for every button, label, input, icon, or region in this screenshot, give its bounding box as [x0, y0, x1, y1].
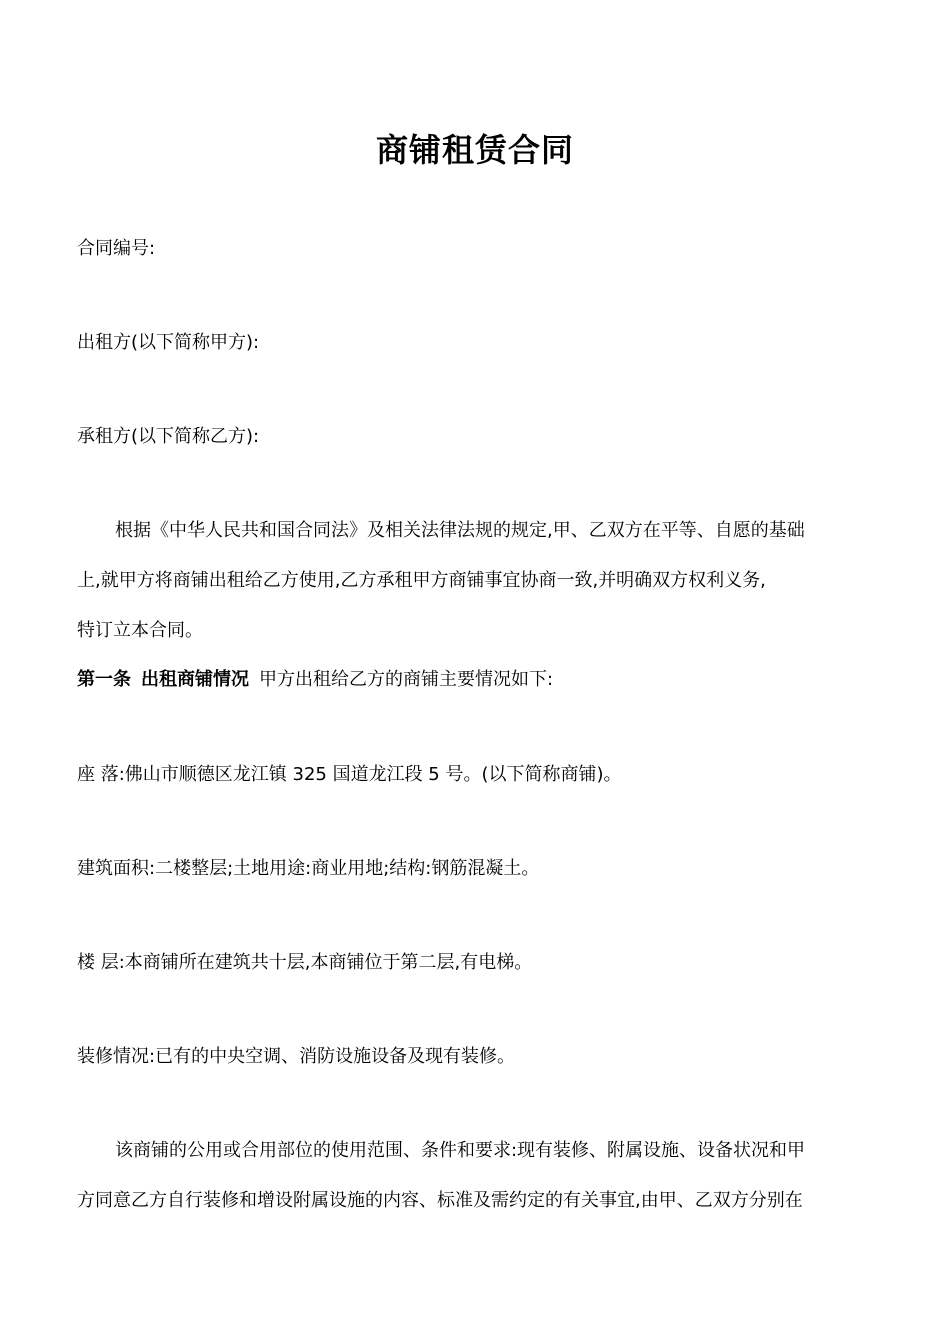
- preamble-line: 上,就甲方将商铺出租给乙方使用,乙方承租甲方商铺事宜协商一致,并明确双方权利义务,: [77, 570, 766, 591]
- decoration-line: 装修情况:已有的中央空调、消防设施设备及现有装修。: [77, 1046, 516, 1067]
- article-1-heading-line: [77, 666, 877, 694]
- article-number: 第一条: [77, 669, 131, 690]
- common-area-line: 方同意乙方自行装修和增设附属设施的内容、标准及需约定的有关事宜,由甲、乙双方分别在: [77, 1190, 803, 1211]
- common-area-line: 该商铺的公用或合用部位的使用范围、条件和要求:现有装修、附属设施、设备状况和甲: [115, 1140, 806, 1161]
- location-line: 座 落:佛山市顺德区龙江镇 325 国道龙江段 5 号。(以下简称商铺)。: [77, 764, 622, 785]
- article-intro: 甲方出租给乙方的商铺主要情况如下:: [259, 669, 554, 690]
- preamble-line: 特订立本合同。: [77, 620, 203, 641]
- lessee-label: 承租方(以下简称乙方):: [77, 426, 260, 447]
- lessor-label: 出租方(以下简称甲方):: [77, 332, 260, 353]
- preamble-line: 根据《中华人民共和国合同法》及相关法律法规的规定,甲、乙双方在平等、自愿的基础: [115, 520, 805, 541]
- area-line: 建筑面积:二楼整层;土地用途:商业用地;结构:钢筋混凝土。: [77, 858, 540, 879]
- article-heading: 出租商铺情况: [141, 669, 249, 690]
- floor-line: 楼 层:本商铺所在建筑共十层,本商铺位于第二层,有电梯。: [77, 952, 533, 973]
- document-title: 商铺租赁合同: [375, 131, 574, 169]
- contract-number-label: 合同编号:: [77, 238, 156, 259]
